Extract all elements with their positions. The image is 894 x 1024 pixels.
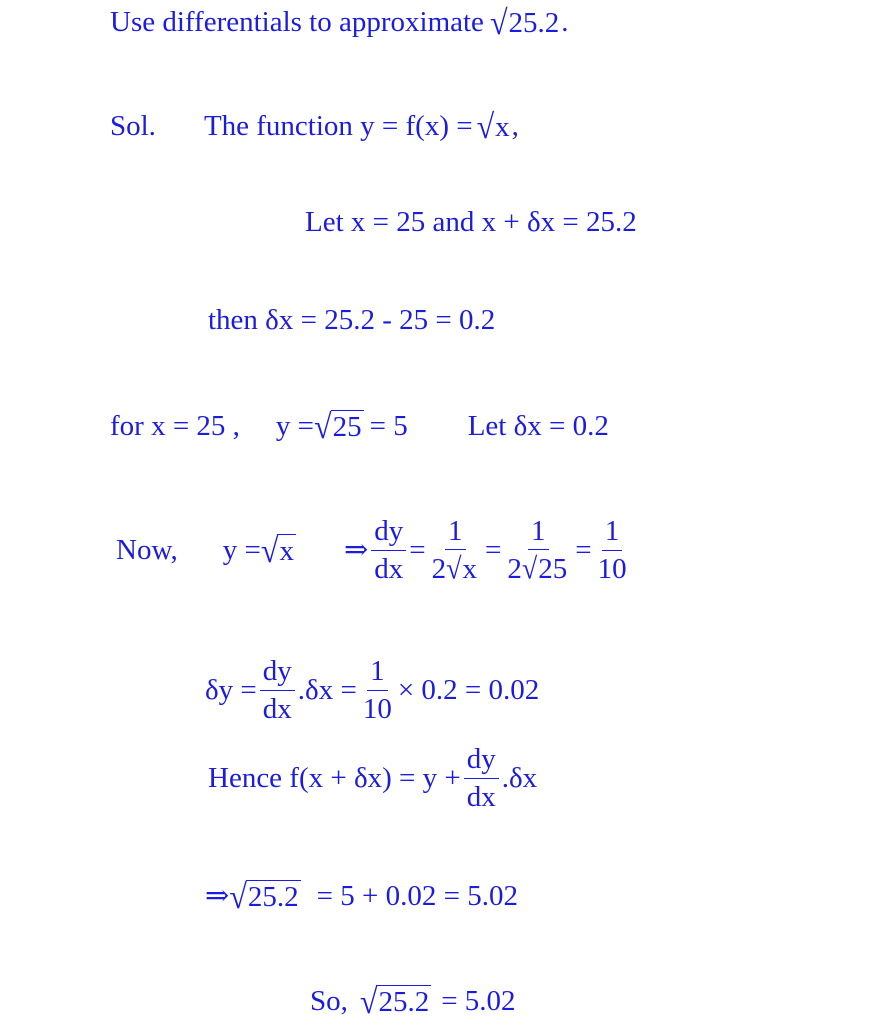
now-label: Now,: [116, 533, 178, 566]
one-over-two-root-x: 1 2 √ x: [431, 514, 477, 587]
function-text: The function y = f(x) =: [203, 109, 473, 142]
one-over-ten: $\frac{1}{10}$: [597, 515, 627, 585]
sqrt-25: √ 25: [314, 406, 362, 446]
dy-dx-fraction: $\frac{dy}{dx}$: [260, 656, 295, 724]
now-line: Now, y = √ x ⇒ $\frac{dy}{dx}$ = 1 2 √ x = 1 2 √ 25 = $\frac{1}{10}$: [116, 505, 633, 595]
sqrt-x: √ x: [476, 106, 510, 146]
sol-label: Sol.: [110, 109, 156, 142]
one-over-ten: $\frac{1}{10}$: [362, 655, 392, 725]
result-line: ⇒ √ 25.2 = 5 + 0.02 = 5.02: [205, 876, 518, 916]
delta-y-line: δy = $\frac{dy}{dx}$ .δx = $\frac{1}{10}$ × 0.2 = 0.02: [205, 655, 540, 725]
problem-statement: Use differentials to approximate √ 25.2 .: [110, 2, 569, 42]
sqrt-25-2: √ 25.2: [229, 876, 299, 916]
implies-symbol: ⇒: [343, 533, 369, 566]
then-line: then δx = 25.2 - 25 = 0.2: [208, 304, 496, 336]
final-line: So, √ 25.2 = 5.02: [310, 981, 516, 1021]
function-line: Sol. The function y = f(x) = √ x ,: [110, 106, 519, 146]
dy-dx-fraction: $\frac{dy}{dx}$: [464, 744, 499, 812]
sqrt-x: √ x: [260, 530, 294, 570]
dy-dx-fraction: $\frac{dy}{dx}$: [371, 516, 406, 584]
one-over-two-root-25: 1 2 √ 25: [507, 514, 568, 587]
hence-line: Hence f(x + δx) = y + $\frac{dy}{dx}$ .δx: [208, 743, 538, 813]
sqrt-25-2: √ 25.2: [489, 2, 560, 42]
let-line: Let x = 25 and x + δx = 25.2: [305, 206, 637, 238]
sqrt-25-2: √ 25.2: [359, 981, 430, 1021]
problem-text: Use differentials to approximate: [110, 5, 484, 38]
implies-symbol: ⇒: [205, 879, 230, 912]
for-line: for x = 25 , y = √ 25 = 5 Let δx = 0.2: [110, 406, 609, 446]
